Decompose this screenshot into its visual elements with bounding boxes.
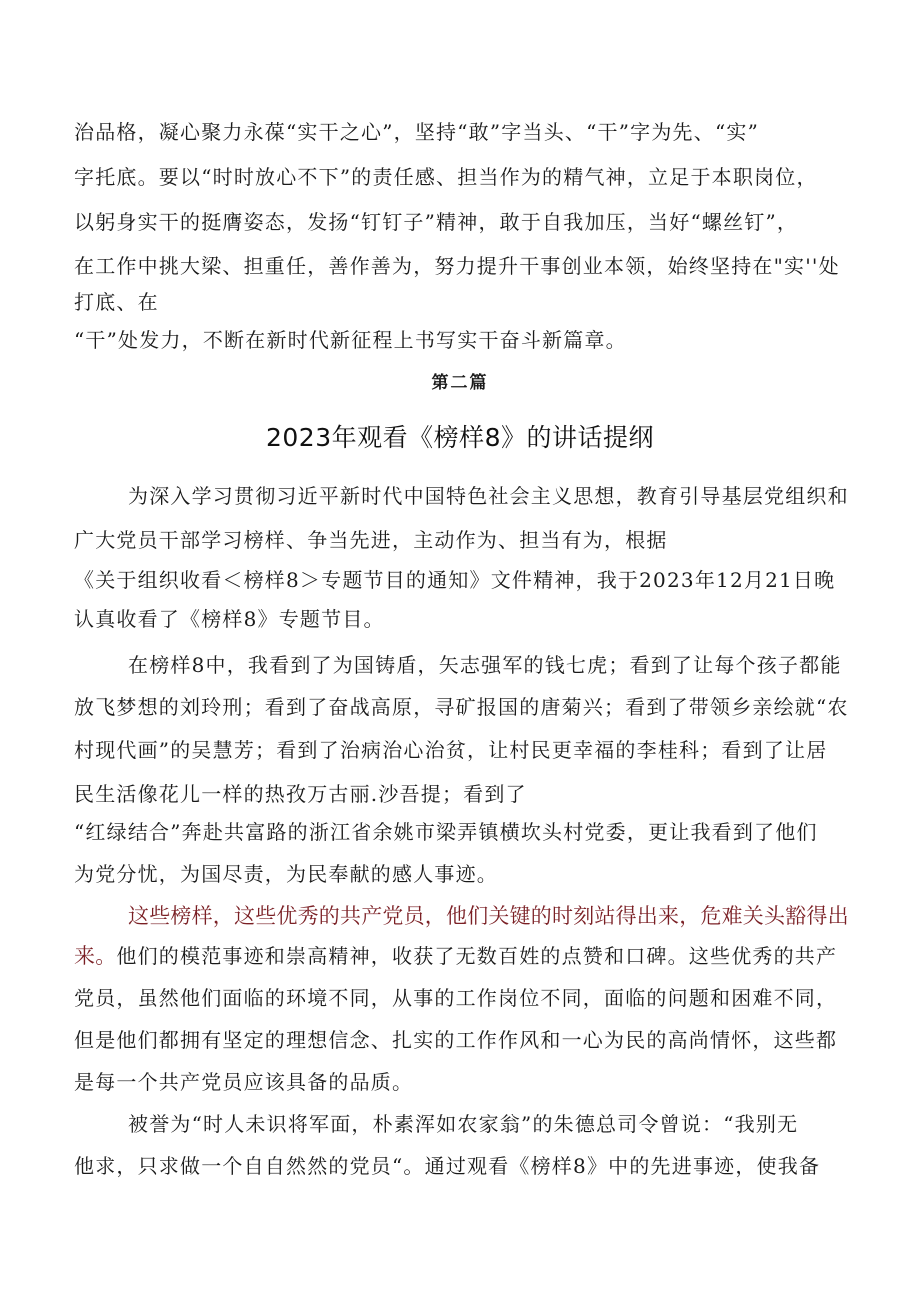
text-line: 放飞梦想的刘玲刑；看到了奋战高原，寻矿报国的唐菊兴；看到了带领乡亲绘就“农 (74, 695, 849, 719)
text-line: 在工作中挑大梁、担重任，善作善为，努力提升干事创业本领，始终坚持在"实''处 (74, 254, 840, 278)
text-line: 民生活像花儿一样的热孜万古丽.沙吾提；看到了 (74, 782, 527, 806)
text-line: 打底、在 (74, 290, 159, 314)
text-line: 但是他们都拥有坚定的理想信念、扎实的工作作风和一心为民的高尚情怀，这些都 (74, 1028, 838, 1052)
document-title: 2023年观看《榜样8》的讲话提纲 (265, 423, 655, 452)
text-line: 为党分忧，为国尽责，为民奉献的感人事迹。 (74, 862, 498, 886)
text-line: “干”处发力，不断在新时代新征程上书写实干奋斗新篇章。 (74, 328, 627, 352)
text-line: 为深入学习贯彻习近平新时代中国特色社会主义思想，教育引导基层党组织和 (128, 484, 849, 508)
text-segment: 他们的模范事迹和崇高精神，收获了无数百姓的点赞和口碑。这些优秀的共产 (116, 944, 838, 968)
highlighted-text: 这些榜样，这些优秀的共产党员，他们关键的时刻站得出来，危难关头豁得出 (128, 904, 849, 928)
text-line: 广大党员干部学习榜样、争当先进，主动作为、担当有为，根据 (74, 528, 668, 552)
text-line: 字托底。要以“时时放心不下”的责任感、担当作为的精气神，立足于本职岗位， (74, 165, 818, 189)
section-label: 第二篇 (431, 373, 489, 393)
text-line: 他求，只求做一个自自然然的党员“。通过观看《榜样8》中的先进事迹，使我备 (74, 1154, 821, 1178)
text-line: 《关于组织收看＜榜样8＞专题节目的通知》文件精神，我于2023年12月21日晚 (74, 568, 836, 592)
text-line: 治品格，凝心聚力永葆“实干之心”，坚持“敢”字当头、“干”字为先、“实” (74, 120, 759, 144)
text-line: “红绿结合”奔赴共富路的浙江省余姚市梁弄镇横坎头村党委，更让我看到了他们 (74, 820, 818, 844)
text-line: 认真收看了《榜样8》专题节目。 (74, 607, 385, 631)
text-line: 被誉为“时人未识将军面，朴素浑如农家翁”的朱德总司令曾说：“我别无 (128, 1112, 799, 1136)
highlighted-text: 来。 (74, 944, 117, 968)
text-line: 在榜样8中，我看到了为国铸盾，矢志强军的钱七虎；看到了让每个孩子都能 (128, 653, 842, 677)
text-line: 以躬身实干的挺膺姿态，发扬“钉钉子”精神，敢于自我加压，当好“螺丝钉”， (74, 210, 799, 234)
text-line (74, 942, 837, 970)
text-line: 村现代画”的吴慧芳；看到了治病治心治贫，让村民更幸福的李桂科；看到了让居 (74, 738, 828, 762)
text-line: 党员，虽然他们面临的环境不同，从事的工作岗位不同，面临的问题和困难不同， (74, 986, 838, 1010)
text-line: 是每一个共产党员应该具备的品质。 (74, 1070, 414, 1094)
